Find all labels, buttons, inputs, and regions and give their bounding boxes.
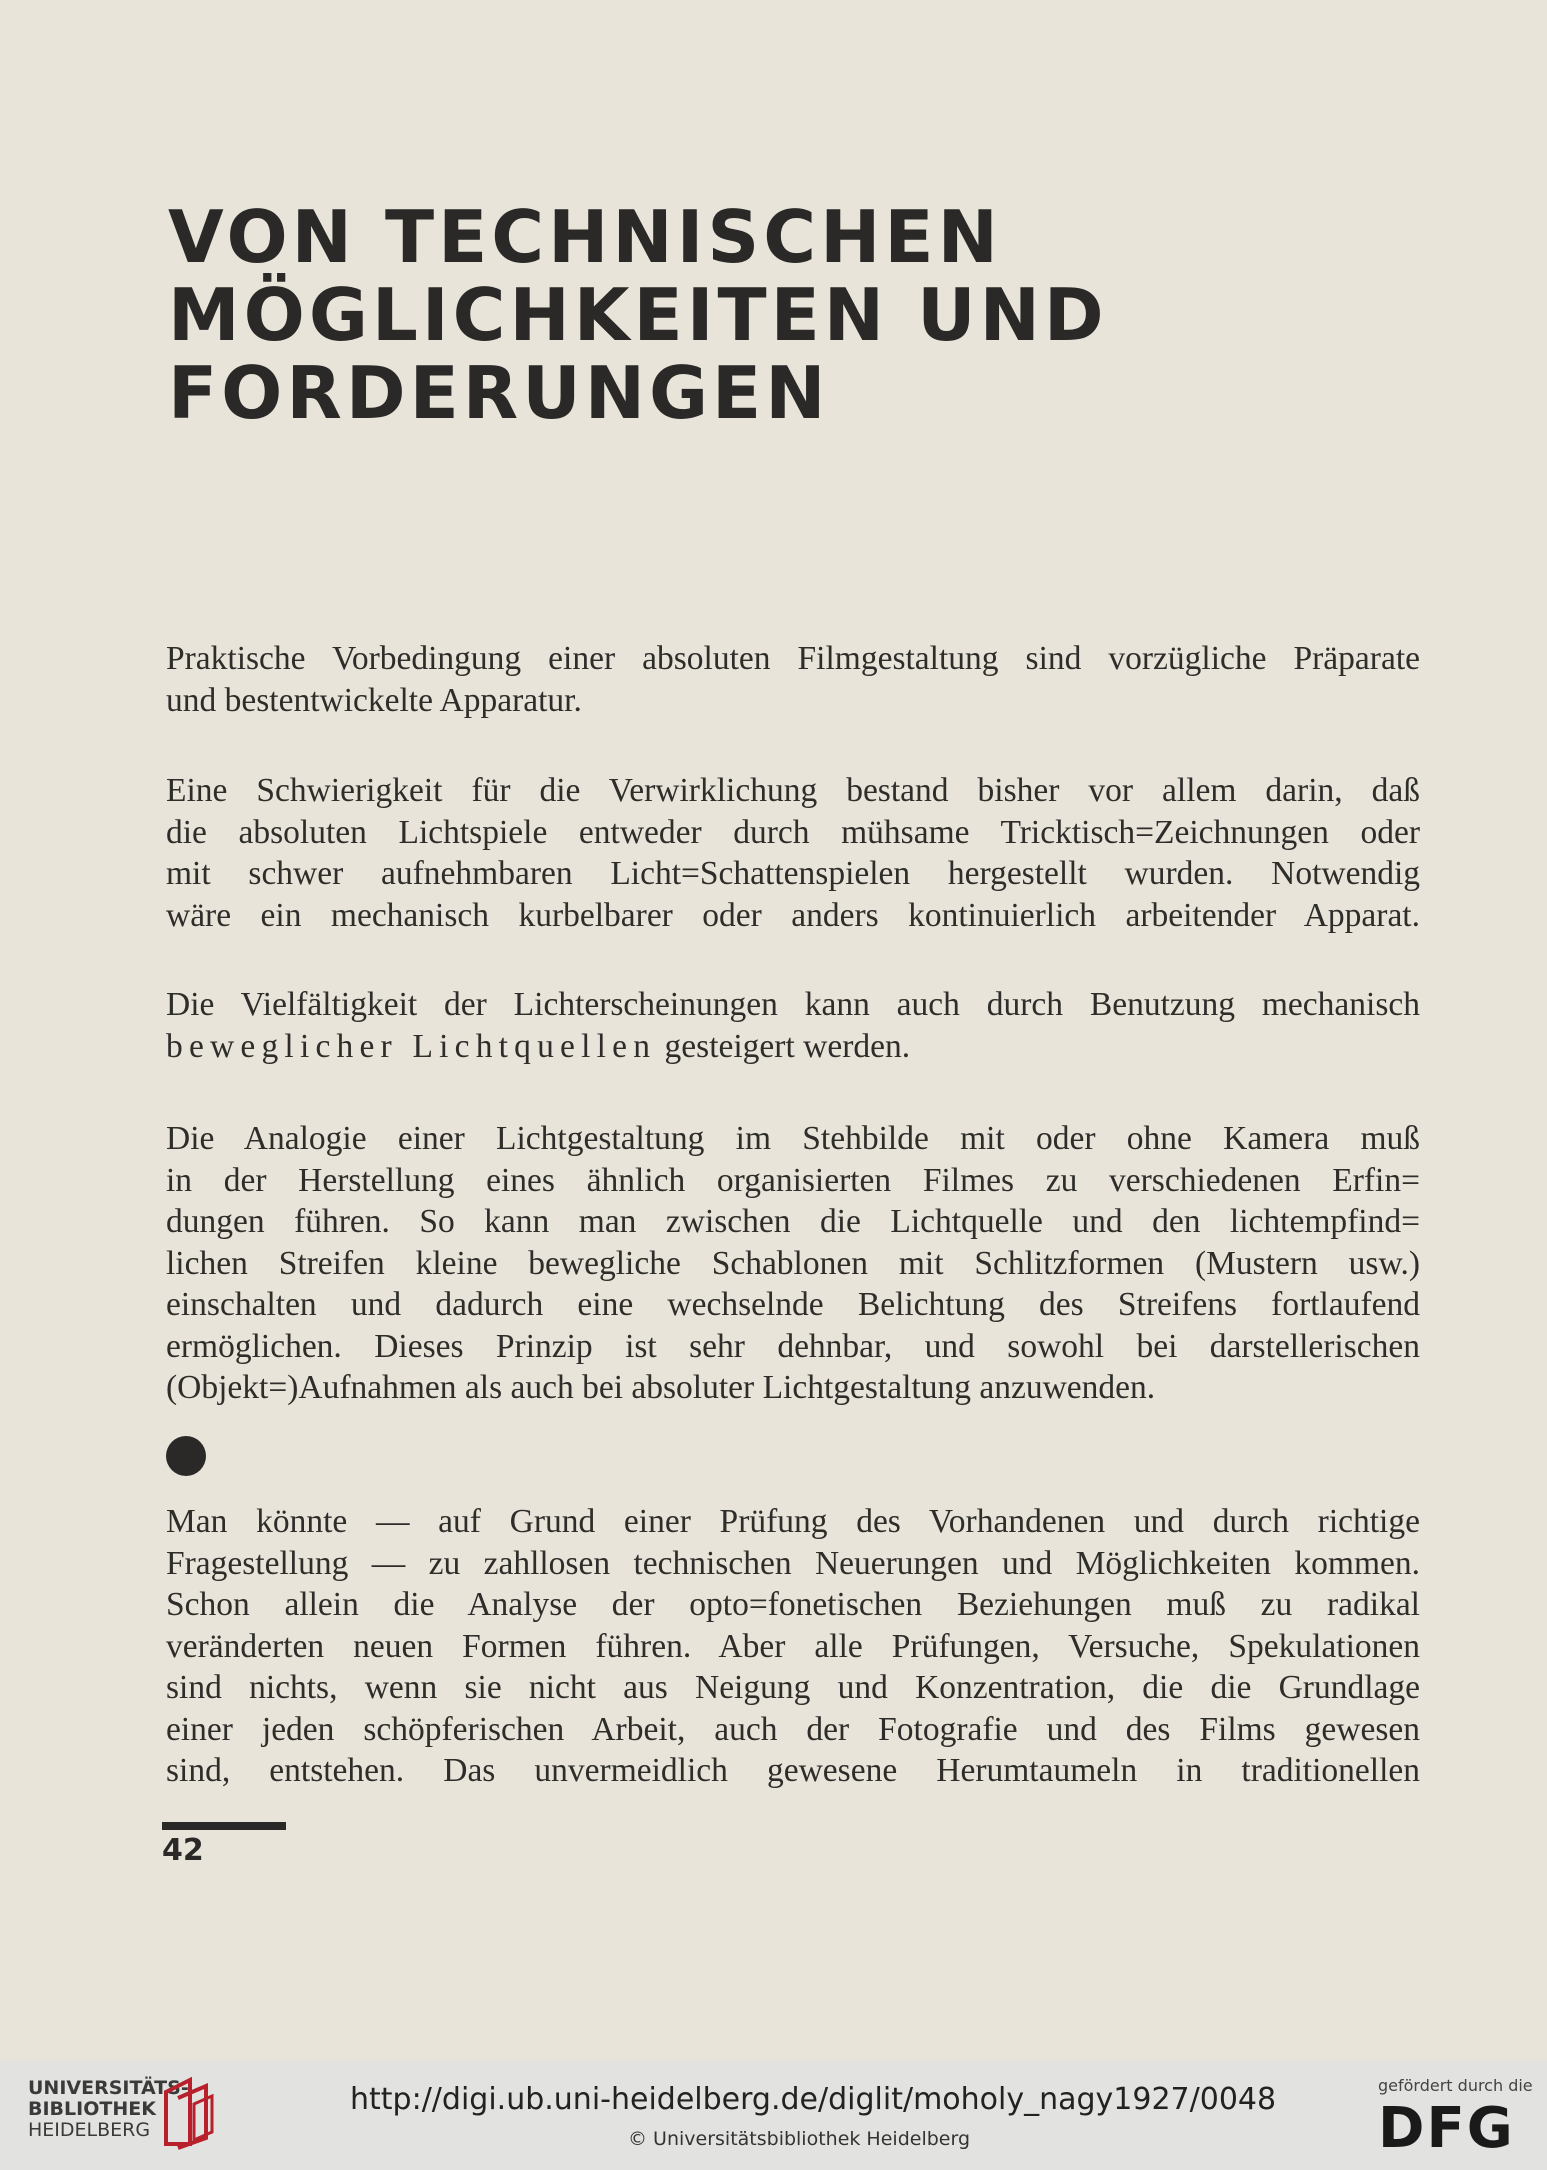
library-emblem-icon <box>160 2074 216 2150</box>
paragraph-2 <box>166 770 1420 936</box>
paragraph-1 <box>166 638 1420 721</box>
emphasized-text: beweglicher Lichtquellen <box>166 1027 657 1065</box>
text-line: in der Herstellung eines ähnlich organisierten Filmes zu verschiedenen Erfin= <box>166 1161 1420 1199</box>
text-line: Man könnte — auf Grund einer Prüfung des Vorhandenen und durch richtige <box>166 1503 1420 1540</box>
text-line: sind nichts, wenn sie nicht aus Neigung und Konzentration, die die Grundlage <box>166 1669 1420 1706</box>
text-line: Fragestellung — zu zahllosen technischen Neuerungen und Möglichkeiten kommen. <box>166 1544 1420 1582</box>
paragraph-3 <box>166 984 1420 1067</box>
funder-note: gefördert durch die <box>1378 2076 1533 2095</box>
text-line: wäre ein mechanisch kurbelbarer oder anders kontinuierlich arbeitender Apparat. <box>166 896 1420 934</box>
text-line: (Objekt=)Aufnahmen als auch bei absoluter Lichtgestaltung anzuwenden. <box>166 1369 1156 1406</box>
chapter-title <box>168 195 1108 435</box>
copyright-notice: © Universitätsbibliothek Heidelberg <box>628 2128 971 2150</box>
text-line: die absoluten Lichtspiele entweder durch mühsame Tricktisch=Zeichnungen oder <box>166 813 1420 851</box>
text-line: Eine Schwierigkeit für die Verwirklichung bestand bisher vor allem darin, daß <box>166 772 1420 809</box>
page-number: 42 <box>162 1833 204 1868</box>
text-line: einschalten und dadurch eine wechselnde Belichtung des Streifens fortlaufend <box>166 1286 1420 1323</box>
dfg-logo[interactable]: DFG <box>1378 2096 1515 2161</box>
text-line: einer jeden schöpferischen Arbeit, auch der Fotografie und des Films gewesen <box>166 1710 1420 1748</box>
text-line: Die Analogie einer Lichtgestaltung im Stehbilde mit oder ohne Kamera muß <box>166 1120 1420 1157</box>
text-line: dungen führen. So kann man zwischen die Lichtquelle und den lichtempfind= <box>166 1203 1420 1240</box>
paragraph-4 <box>166 1118 1420 1409</box>
text-line: veränderten neuen Formen führen. Aber alle Prüfungen, Versuche, Spekulationen <box>166 1627 1420 1665</box>
text-line: Schon allein die Analyse der opto=fonetischen Beziehungen muß zu radikal <box>166 1586 1420 1623</box>
title-line: MÖGLICHKEITEN UND <box>168 273 1108 357</box>
permalink-url[interactable]: http://digi.ub.uni-heidelberg.de/diglit/moholy_nagy1927/0048 <box>350 2082 1277 2117</box>
text-fragment: gesteigert werden. <box>656 1027 911 1065</box>
page-number-rule <box>162 1822 286 1830</box>
section-bullet-icon <box>166 1436 206 1476</box>
text-line: und bestentwickelte Apparatur. <box>166 681 582 719</box>
text-line: Die Vielfältigkeit der Lichterscheinungen kann auch durch Benutzung mechanisch <box>166 986 1420 1023</box>
title-line: FORDERUNGEN <box>168 351 830 435</box>
paragraph-5 <box>166 1501 1420 1792</box>
text-line: ermöglichen. Dieses Prinzip ist sehr dehnbar, und sowohl bei darstellerischen <box>166 1327 1420 1365</box>
text-line: Praktische Vorbedingung einer absoluten Filmgestaltung sind vorzügliche Präparate <box>166 640 1420 677</box>
library-name-line: BIBLIOTHEK <box>28 2098 156 2120</box>
text-line <box>166 1026 1420 1068</box>
title-line: VON TECHNISCHEN <box>168 195 1002 279</box>
library-name-line: HEIDELBERG <box>28 2119 151 2141</box>
text-line: mit schwer aufnehmbaren Licht=Schattenspielen hergestellt wurden. Notwendig <box>166 855 1420 892</box>
viewer-footer <box>0 2060 1547 2170</box>
text-line: sind, entstehen. Das unvermeidlich gewesene Herumtaumeln in traditionellen <box>166 1752 1420 1789</box>
library-name-line: UNIVERSITÄTS- <box>28 2077 189 2099</box>
text-line: lichen Streifen kleine bewegliche Schablonen mit Schlitzformen (Mustern usw.) <box>166 1244 1420 1282</box>
